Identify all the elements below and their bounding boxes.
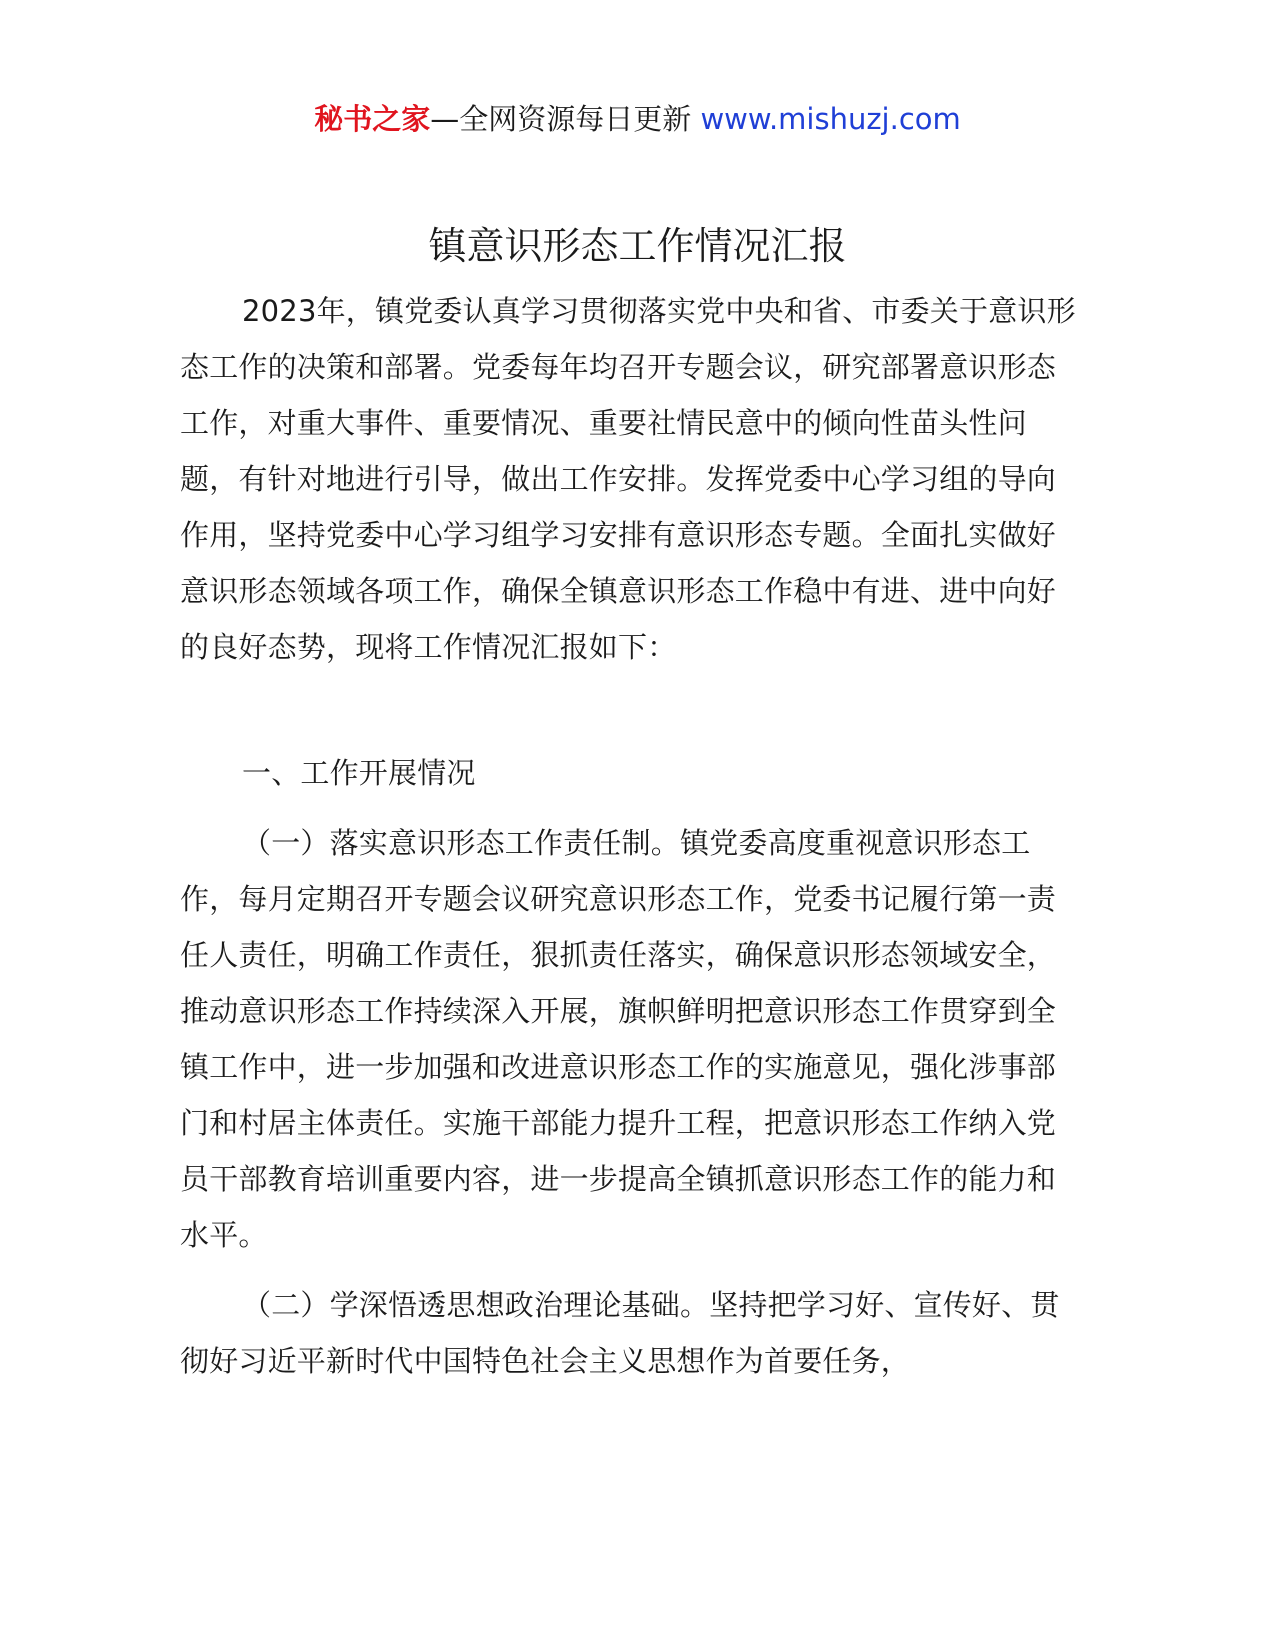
item-paragraph-2: （二）学深悟透思想政治理论基础。坚持把学习好、宣传好、贯彻好习近平新时代中国特色社会主义思想作为首要任务， [180,1288,1060,1378]
section-heading: 一、工作开展情况 [242,756,476,790]
item-paragraph-1: （一）落实意识形态工作责任制。镇党委高度重视意识形态工作，每月定期召开专题会议研究意识形态工作，党委书记履行第一责任人责任，明确工作责任，狠抓责任落实，确保意识形态领域安全，推动意识形态工作持续深入开展，旗帜鲜明把意识形态工作贯穿到全镇工作中，进一步加强和改进意识形态工作的实施意见，强化涉事部门和村居主体责任。实施干部能力提升工程，把意识形态工作纳入党员干部教育培训重要内容，进一步提高全镇抓意识形态工作的能力和水平。 [180,826,1057,1252]
brand-name: 秘书之家 [314,102,431,136]
page-header [0,98,1275,140]
document-body [180,283,1080,1389]
header-tagline: —全网资源每日更新 [430,102,701,136]
document-title: 镇意识形态工作情况汇报 [428,224,847,268]
intro-paragraph: 2023年，镇党委认真学习贯彻落实党中央和省、市委关于意识形态工作的决策和部署。党委每年均召开专题会议，研究部署意识形态工作，对重大事件、重要情况、重要社情民意中的倾向性苗头性问题，有针对地进行引导，做出工作安排。发挥党委中心学习组的导向作用，坚持党委中心学习组学习安排有意识形态专题。全面扎实做好意识形态领域各项工作，确保全镇意识形态工作稳中有进、进中向好的良好态势，现将工作情况汇报如下： [180,294,1076,664]
website-link[interactable]: www.mishuzj.com [700,102,961,136]
